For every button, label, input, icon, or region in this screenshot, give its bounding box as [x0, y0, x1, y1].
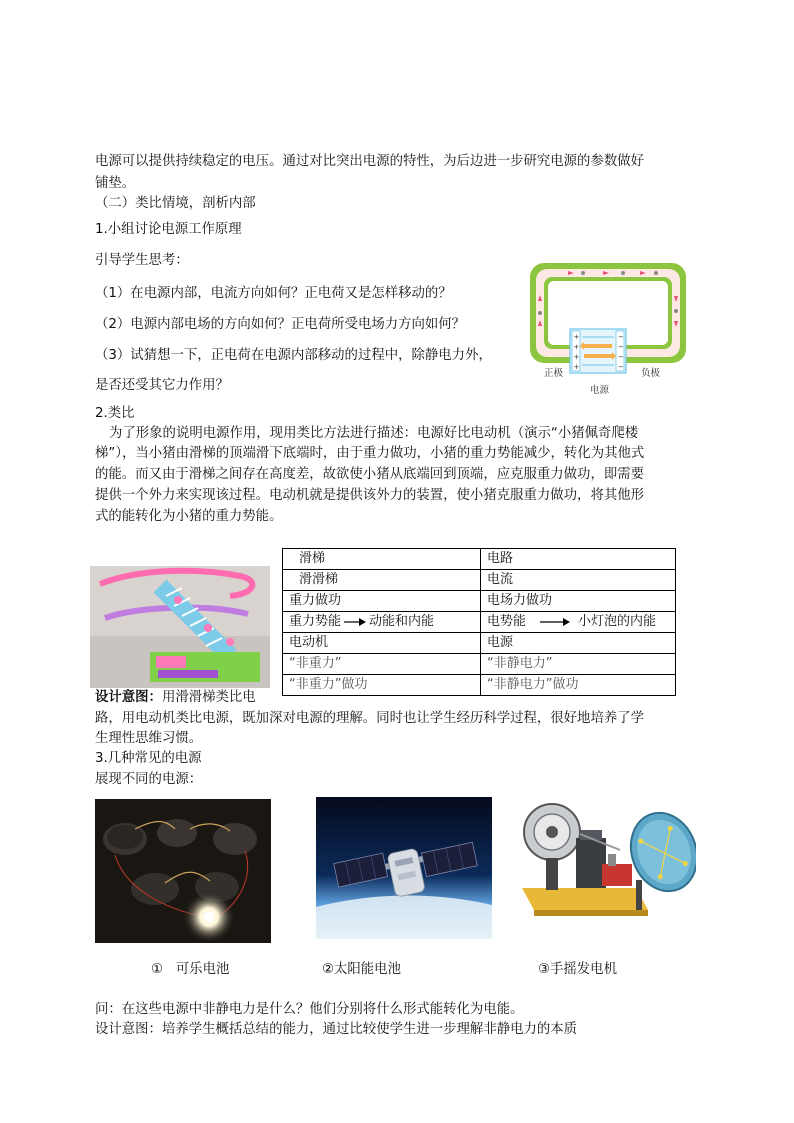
design-intent-1-line-1 [95, 688, 256, 708]
table-cell: 电源 [481, 633, 676, 654]
table-text: 重力势能 [289, 614, 342, 629]
design-intent-1-line-2: 路，用电动机类比电源，既加深对电源的理解。同时也让学生经历科学过程，很好地培养了学 [95, 711, 645, 726]
label-positive: 正极 [544, 368, 564, 379]
peppa-slide-photo [90, 566, 270, 688]
label-source: 电源 [590, 385, 610, 396]
table-text: 小灯泡的内能 [578, 614, 657, 629]
question-text: 问：在这些电源中非静电力是什么？他们分别将什么形式能转化为电能。 [95, 1002, 524, 1017]
svg-text:−: − [618, 343, 624, 351]
caption-hand-generator: ③手摇发电机 [538, 962, 617, 977]
table-cell [283, 612, 481, 633]
table-row [283, 549, 676, 570]
table-cell: “非静电力”做功 [481, 675, 676, 696]
item2-line-4: 提供一个外力来实现该过程。电动机就是提供该外力的装置，使小猪克服重力做功，将其他形 [95, 488, 645, 503]
item1-guide: 引导学生思考： [95, 253, 189, 268]
table-cell: 电流 [481, 570, 676, 591]
caption-number: ① [151, 962, 164, 977]
arrow-right-icon [344, 617, 366, 627]
design-intent-2: 设计意图：培养学生概括总结的能力，通过比较使学生进一步理解非静电力的本质 [95, 1022, 578, 1037]
svg-text:+: + [573, 343, 580, 351]
item1-title: 1.小组讨论电源工作原理 [95, 222, 242, 237]
table-cell: “非静电力” [481, 654, 676, 675]
intro-line-1: 电源可以提供持续稳定的电压。通过对比突出电源的特性，为后边进一步研究电源的参数做好 [95, 154, 645, 169]
hand-generator-photo [516, 792, 696, 920]
question-3a: （3）试猜想一下，正电荷在电源内部移动的过程中，除静电力外， [95, 348, 492, 363]
solar-satellite-photo [316, 797, 492, 939]
svg-text:−: − [618, 353, 624, 361]
table-row [283, 591, 676, 612]
table-text: 电势能 [487, 614, 527, 629]
svg-text:+: + [573, 353, 580, 361]
question-3b: 是否还受其它力作用？ [95, 378, 229, 393]
table-row [283, 654, 676, 675]
question-2: （2）电源内部电场的方向如何？正电荷所受电场力方向如何？ [95, 317, 466, 332]
svg-text:+: + [573, 333, 580, 341]
svg-text:+: + [573, 363, 580, 371]
item2-title: 2.类比 [95, 406, 135, 421]
table-cell: 滑滑梯 [283, 570, 481, 591]
table-row [283, 612, 676, 633]
caption-solar-battery: ②太阳能电池 [322, 962, 401, 977]
table-cell [481, 612, 676, 633]
table-text: 动能和内能 [369, 614, 435, 629]
design-intent-1-line-3: 生理性思维习惯。 [95, 731, 203, 746]
item3-sub: 展现不同的电源： [95, 772, 203, 787]
table-cell: 电场力做功 [481, 591, 676, 612]
arrow-right-icon [540, 617, 570, 627]
svg-text:−: − [618, 363, 624, 371]
item2-line-2: 梯”），当小猪由滑梯的顶端滑下底端时，由于重力做功，小猪的重力势能减少，转化为其他式 [95, 446, 645, 461]
item2-line-1: 为了形象的说明电源作用，现用类比方法进行描述：电源好比电动机（演示“小猪佩奇爬楼 [109, 426, 639, 441]
design-intent-label: 设计意图： [95, 690, 162, 705]
table-cell: 滑梯 [283, 549, 481, 570]
question-1: （1）在电源内部，电流方向如何？正电荷又是怎样移动的？ [95, 286, 452, 301]
table-row [283, 570, 676, 591]
label-negative: 负极 [641, 368, 661, 379]
item2-line-3: 的能。而又由于滑梯之间存在高度差，故欲使小猪从底端回到顶端，应克服重力做功，即需要 [95, 467, 645, 482]
svg-text:−: − [618, 333, 624, 341]
design-intent-text: 用滑滑梯类比电 [161, 690, 256, 705]
table-cell: 电路 [481, 549, 676, 570]
analogy-table [282, 548, 676, 696]
table-cell: “非重力”做功 [283, 675, 481, 696]
table-cell: “非重力” [283, 654, 481, 675]
section-title: （二）类比情境，剖析内部 [95, 196, 256, 211]
table-cell: 重力做功 [283, 591, 481, 612]
item3-title: 3.几种常见的电源 [95, 751, 202, 766]
item2-line-5: 式的能转化为小猪的重力势能。 [95, 509, 283, 524]
caption-cola-battery [151, 958, 229, 977]
circuit-figure [528, 261, 688, 401]
intro-line-2: 铺垫。 [95, 176, 136, 191]
caption-text: 可乐电池 [175, 962, 230, 977]
table-cell: 电动机 [283, 633, 481, 654]
table-row [283, 675, 676, 696]
cola-battery-photo [95, 799, 271, 943]
table-row [283, 633, 676, 654]
